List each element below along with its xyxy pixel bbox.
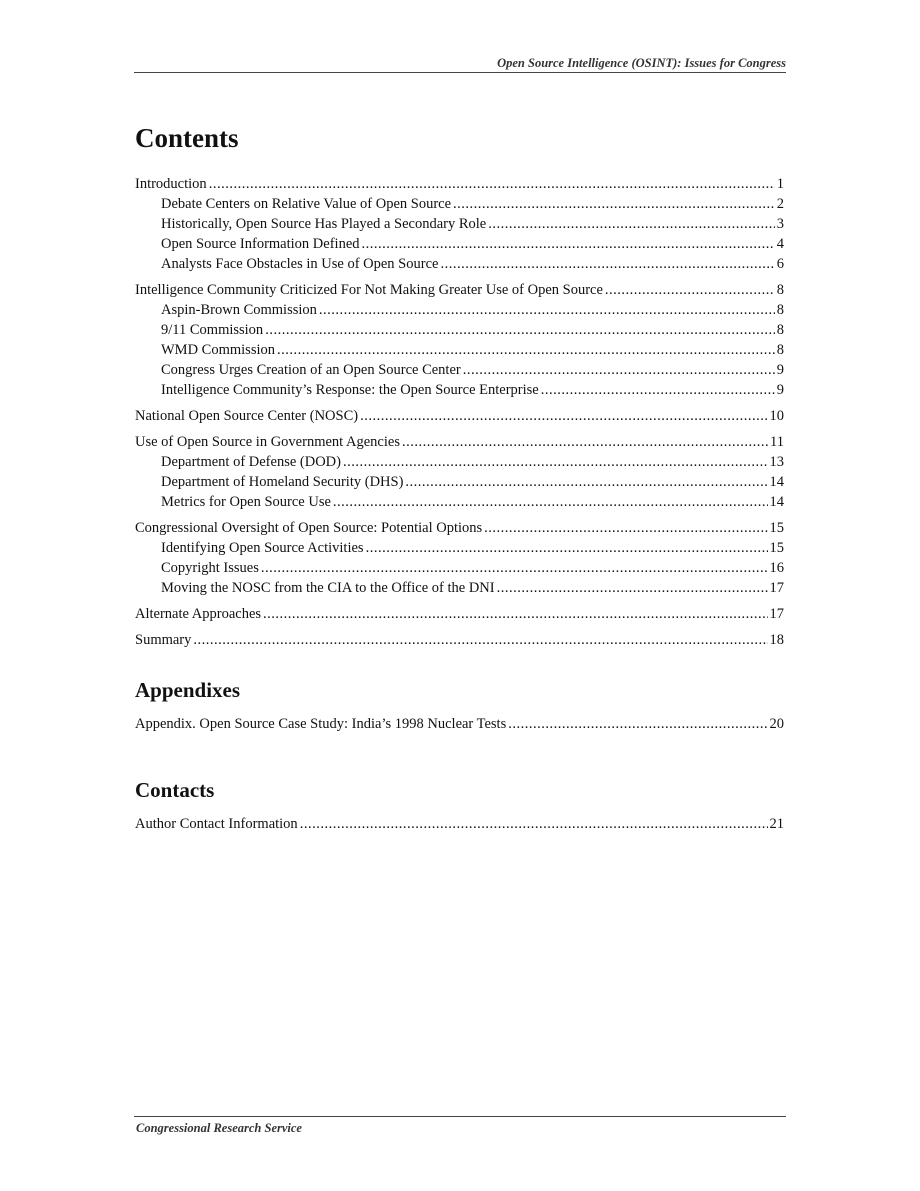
dot-leader (453, 196, 775, 213)
dot-leader (508, 716, 767, 733)
toc-entry[interactable] (135, 716, 784, 736)
contacts-heading: Contacts (135, 778, 215, 802)
toc-entry[interactable] (135, 494, 784, 514)
toc-entry[interactable] (135, 176, 784, 196)
toc-entry[interactable] (135, 322, 784, 342)
toc-entry-title: Intelligence Community Criticized For Not Making Greater Use of Open Source (135, 282, 603, 298)
dot-leader (484, 520, 767, 537)
toc-entry-title: Summary (135, 632, 192, 648)
toc-entry[interactable] (135, 816, 784, 836)
dot-leader (497, 580, 768, 597)
toc-entry-title: Identifying Open Source Activities (161, 540, 364, 556)
toc-entry-page: 16 (769, 560, 784, 576)
toc-entry-title: Alternate Approaches (135, 606, 262, 622)
dot-leader (402, 434, 768, 451)
contacts-list (135, 816, 784, 836)
appendixes-heading: Appendixes (135, 678, 241, 702)
toc-entry[interactable] (135, 382, 784, 402)
toc-entry[interactable] (135, 282, 784, 302)
toc-entry-page: 17 (769, 580, 784, 596)
toc-entry[interactable] (135, 434, 784, 454)
appendixes-list (135, 716, 784, 736)
dot-leader (488, 216, 775, 233)
toc-entry-title: Introduction (135, 176, 207, 192)
toc-entry-page: 11 (770, 434, 784, 450)
dot-leader (440, 256, 774, 273)
toc-entry-title: Moving the NOSC from the CIA to the Office of the DNI (161, 580, 495, 596)
toc-entry[interactable] (135, 216, 784, 236)
toc-entry[interactable] (135, 196, 784, 216)
dot-leader (360, 408, 767, 425)
toc-entry[interactable] (135, 580, 784, 600)
dot-leader (263, 606, 767, 623)
toc-entry-page: 20 (769, 716, 784, 732)
toc-entry-page: 21 (769, 816, 784, 832)
toc-entry-page: 10 (769, 408, 784, 424)
toc-entry[interactable] (135, 256, 784, 276)
dot-leader (193, 632, 767, 649)
toc-entry[interactable] (135, 454, 784, 474)
toc-entry-page: 14 (769, 474, 784, 490)
toc-entry-page: 8 (776, 282, 784, 298)
toc-entry-title: Historically, Open Source Has Played a Secondary Role (161, 216, 487, 232)
toc-entry-page: 3 (776, 216, 784, 232)
toc-entry[interactable] (135, 302, 784, 322)
toc-entry-title: Metrics for Open Source Use (161, 494, 331, 510)
toc-entry-page: 9 (776, 362, 784, 378)
toc-entry-page: 6 (776, 256, 784, 272)
toc-entry-page: 15 (769, 520, 784, 536)
toc-entry-title: Open Source Information Defined (161, 236, 360, 252)
toc-entry-title: Debate Centers on Relative Value of Open Source (161, 196, 452, 212)
toc-entry-title: Department of Homeland Security (DHS) (161, 474, 404, 490)
toc-entry[interactable] (135, 342, 784, 362)
toc-entry[interactable] (135, 540, 784, 560)
dot-leader (333, 494, 768, 511)
toc-entry[interactable] (135, 520, 784, 540)
toc-entry-page: 13 (769, 454, 784, 470)
dot-leader (463, 362, 775, 379)
toc-entry-page: 9 (776, 382, 784, 398)
dot-leader (343, 454, 768, 471)
header-rule (134, 72, 786, 73)
toc-entry-page: 8 (776, 302, 784, 318)
toc-entry-title: Congressional Oversight of Open Source: Potential Options (135, 520, 483, 536)
toc-entry-title: Aspin-Brown Commission (161, 302, 317, 318)
toc-entry[interactable] (135, 606, 784, 626)
running-header: Open Source Intelligence (OSINT): Issues for Congress (497, 56, 786, 70)
toc-entry[interactable] (135, 632, 784, 652)
toc-entry[interactable] (135, 236, 784, 256)
dot-leader (605, 282, 775, 299)
dot-leader (405, 474, 767, 491)
toc-entry[interactable] (135, 560, 784, 580)
dot-leader (362, 236, 775, 253)
toc-entry-page: 1 (776, 176, 784, 192)
toc-entry-title: 9/11 Commission (161, 322, 264, 338)
toc-entry-page: 18 (769, 632, 784, 648)
toc-entry-page: 14 (769, 494, 784, 510)
toc-entry-page: 4 (776, 236, 784, 252)
dot-leader (319, 302, 775, 319)
contents-list (135, 176, 784, 652)
dot-leader (261, 560, 768, 577)
toc-entry-title: Intelligence Community’s Response: the Open Source Enterprise (161, 382, 539, 398)
toc-entry[interactable] (135, 474, 784, 494)
dot-leader (366, 540, 768, 557)
toc-entry-page: 8 (776, 342, 784, 358)
toc-entry-title: Use of Open Source in Government Agencies (135, 434, 400, 450)
toc-entry-title: Department of Defense (DOD) (161, 454, 341, 470)
toc-entry-title: WMD Commission (161, 342, 275, 358)
toc-entry-page: 2 (776, 196, 784, 212)
toc-entry[interactable] (135, 408, 784, 428)
dot-leader (209, 176, 775, 193)
toc-entry-page: 17 (769, 606, 784, 622)
toc-entry-page: 8 (776, 322, 784, 338)
toc-entry[interactable] (135, 362, 784, 382)
dot-leader (300, 816, 768, 833)
toc-entry-title: Copyright Issues (161, 560, 259, 576)
contents-heading: Contents (135, 123, 239, 153)
footer-rule (134, 1116, 786, 1117)
toc-entry-page: 15 (769, 540, 784, 556)
toc-entry-title: Congress Urges Creation of an Open Source Center (161, 362, 461, 378)
toc-entry-title: Author Contact Information (135, 816, 298, 832)
running-footer: Congressional Research Service (136, 1121, 302, 1135)
dot-leader (265, 322, 775, 339)
dot-leader (277, 342, 775, 359)
toc-entry-title: Appendix. Open Source Case Study: India’s 1998 Nuclear Tests (135, 716, 507, 732)
dot-leader (541, 382, 775, 399)
toc-entry-title: Analysts Face Obstacles in Use of Open Source (161, 256, 439, 272)
toc-entry-title: National Open Source Center (NOSC) (135, 408, 359, 424)
